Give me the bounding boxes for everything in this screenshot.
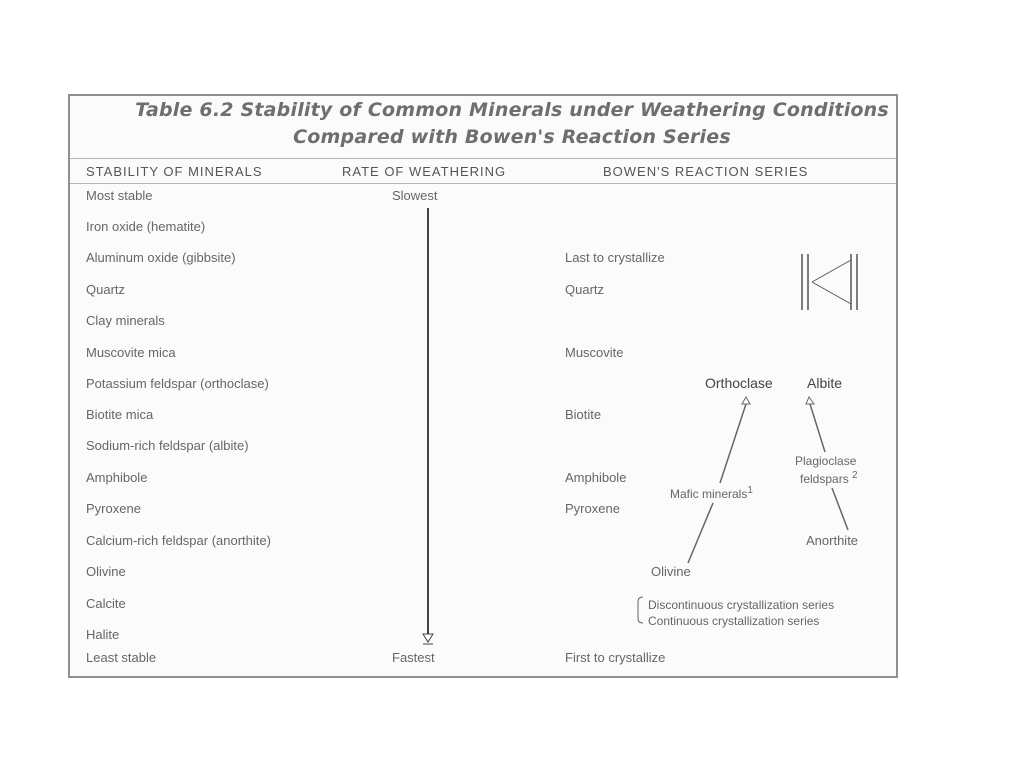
stability-row: Calcite [86, 596, 126, 611]
bowen-orthoclase: Orthoclase [705, 375, 773, 391]
bowen-continuous-series: Continuous crystallization series [648, 614, 820, 628]
bracket-symbol [802, 254, 857, 310]
rate-slowest: Slowest [392, 188, 438, 203]
continuous-line-upper [810, 404, 825, 452]
stability-row: Muscovite mica [86, 345, 176, 360]
bowen-pyroxene: Pyroxene [565, 501, 620, 516]
stability-row: Amphibole [86, 470, 148, 485]
stability-row: Iron oxide (hematite) [86, 219, 206, 234]
bowen-last-to-crystallize: Last to crystallize [565, 250, 665, 265]
stability-row: Halite [86, 627, 120, 642]
bowen-mafic-minerals: Mafic minerals$^1$ [670, 485, 753, 501]
stability-row: Aluminum oxide (gibbsite) [86, 250, 236, 265]
stability-row: Quartz [86, 282, 126, 297]
continuous-arrow-head [806, 397, 814, 404]
bowen-feldspars: feldspars $^2$ [800, 470, 858, 486]
rate-fastest: Fastest [392, 650, 435, 665]
stability-row: Biotite mica [86, 407, 154, 422]
stability-row: Most stable [86, 188, 153, 203]
stability-row: Sodium-rich feldspar (albite) [86, 438, 249, 453]
header-stability: STABILITY OF MINERALS [86, 164, 263, 179]
discontinuous-line-upper [720, 404, 746, 483]
header-rate: RATE OF WEATHERING [342, 164, 507, 179]
bowen-quartz: Quartz [565, 282, 605, 297]
discontinuous-arrow-head [742, 397, 750, 404]
bowen-plagioclase: Plagioclase [795, 454, 857, 468]
legend-brace [638, 597, 643, 623]
bowen-muscovite: Muscovite [565, 345, 624, 360]
bowen-anorthite: Anorthite [806, 533, 859, 548]
stability-row: Pyroxene [86, 501, 141, 516]
bowen-olivine: Olivine [651, 564, 691, 579]
continuous-line-lower [832, 488, 848, 530]
header-bowen: BOWEN'S REACTION SERIES [603, 164, 809, 179]
stability-row: Clay minerals [86, 313, 165, 328]
stability-row: Potassium feldspar (orthoclase) [86, 376, 269, 391]
stability-row: Olivine [86, 564, 126, 579]
stability-row: Least stable [86, 650, 157, 665]
rate-arrow-head [423, 634, 433, 642]
bowen-discontinuous-series: Discontinuous crystallization series [648, 598, 835, 612]
discontinuous-line-lower [688, 503, 713, 563]
table-title-line-2: Compared with Bowen's Reaction Series [293, 126, 731, 148]
bowen-biotite: Biotite [565, 407, 602, 422]
bowen-amphibole: Amphibole [565, 470, 627, 485]
bowen-albite: Albite [807, 375, 843, 391]
stability-row: Calcium-rich feldspar (anorthite) [86, 533, 271, 548]
bowen-first-to-crystallize: First to crystallize [565, 650, 666, 665]
table-title-line-1: Table 6.2 Stability of Common Minerals under Weathering Conditions [135, 99, 889, 121]
